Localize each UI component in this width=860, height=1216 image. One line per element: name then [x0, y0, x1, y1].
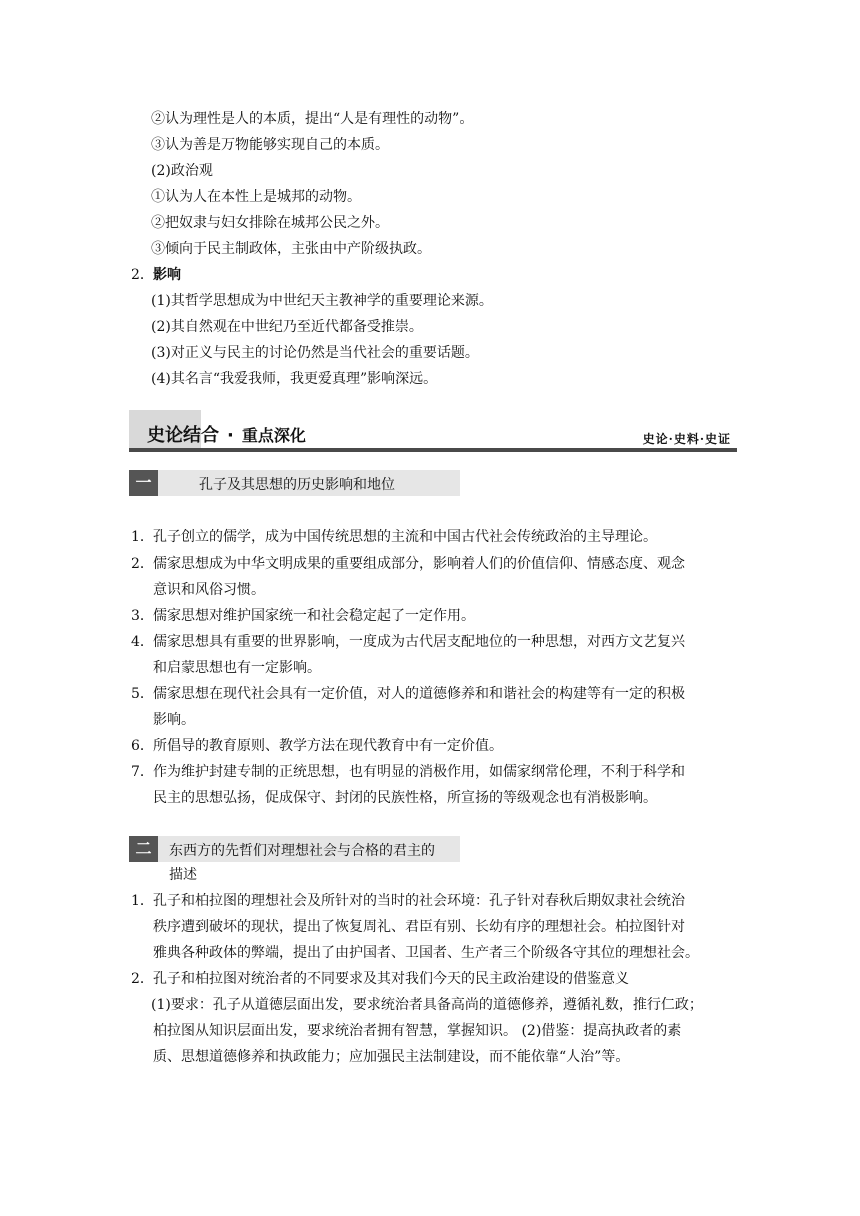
section-title: [147, 421, 306, 447]
text-line: (3)对正义与民主的讨论仍然是当代社会的重要话题。: [151, 345, 479, 361]
list-item-cont: 和启蒙思想也有一定影响。: [153, 660, 321, 676]
influence-title: 影响: [153, 267, 181, 283]
list-item: 2．孔子和柏拉图对统治者的不同要求及其对我们今天的民主政治建设的借鉴意义: [131, 971, 629, 987]
section-title-main: 史论结合: [147, 425, 219, 446]
text-line: ①认为人在本性上是城邦的动物。: [151, 189, 361, 205]
section-subtitle: 重点深化: [241, 426, 306, 445]
section-right-label: 史论·史料·史证: [642, 432, 731, 446]
list-item: 3．儒家思想对维护国家统一和社会稳定起了一定作用。: [131, 608, 475, 624]
text-line: ③认为善是万物能够实现自己的本质。: [151, 137, 389, 153]
text-line: ②把奴隶与妇女排除在城邦公民之外。: [151, 215, 389, 231]
list-item-cont: 雅典各种政体的弊端，提出了由护国者、卫国者、生产者三个阶级各守其位的理想社会。: [153, 945, 699, 961]
topic-title-cont: 描述: [169, 867, 197, 883]
list-item-cont: (1)要求：孔子从道德层面出发，要求统治者具备高尚的道德修养，遵循礼数，推行仁政；: [151, 997, 703, 1013]
list-item-cont: 柏拉图从知识层面出发，要求统治者拥有智慧，掌握知识。 (2)借鉴：提高执政者的素: [153, 1023, 682, 1039]
list-item-cont: 民主的思想弘扬，促成保守、封闭的民族性格，所宣扬的等级观念也有消极影响。: [153, 790, 657, 806]
list-item: 1．孔子创立的儒学，成为中国传统思想的主流和中国古代社会传统政治的主导理论。: [131, 529, 657, 545]
influence-heading: [131, 264, 181, 286]
list-item: 1．孔子和柏拉图的理想社会及所针对的当时的社会环境：孔子针对春秋后期奴隶社会统治: [131, 893, 685, 909]
topic-title: 孔子及其思想的历史影响和地位: [199, 477, 395, 493]
item-number: 2．: [131, 267, 154, 283]
text-line: ②认为理性是人的本质，提出“人是有理性的动物”。: [151, 111, 474, 127]
text-line: (2)其自然观在中世纪乃至近代都备受推崇。: [151, 319, 423, 335]
list-item: 5．儒家思想在现代社会具有一定价值，对人的道德修养和和谐社会的构建等有一定的积极: [131, 686, 685, 702]
section-header: [129, 410, 737, 452]
text-line: (1)其哲学思想成为中世纪天主教神学的重要理论来源。: [151, 293, 493, 309]
section-dot: ·: [227, 425, 234, 446]
text-line: ③倾向于民主制政体，主张由中产阶级执政。: [151, 241, 431, 257]
list-item-cont: 意识和风俗习惯。: [153, 582, 265, 598]
list-item-cont: 质、思想道德修养和执政能力；应加强民主法制建设，而不能依靠“人治”等。: [153, 1049, 630, 1065]
text-line: (4)其名言“我爱我师，我更爱真理”影响深远。: [151, 371, 438, 387]
section-rule: [129, 448, 737, 452]
topic-title: 东西方的先哲们对理想社会与合格的君主的: [169, 843, 435, 859]
topic-bar-1: [129, 470, 460, 496]
list-item-cont: 秩序遭到破坏的现状，提出了恢复周礼、君臣有别、长幼有序的理想社会。柏拉图针对: [153, 919, 685, 935]
list-item: 2．儒家思想成为中华文明成果的重要组成部分，影响着人们的价值信仰、情感态度、观念: [131, 556, 685, 572]
list-item: 7．作为维护封建专制的正统思想，也有明显的消极作用，如儒家纲常伦理，不利于科学和: [131, 764, 685, 780]
topic-bar-2: [129, 836, 460, 862]
text-line: (2)政治观: [151, 163, 213, 179]
list-item: 6．所倡导的教育原则、教学方法在现代教育中有一定价值。: [131, 738, 503, 754]
list-item-cont: 影响。: [153, 712, 195, 728]
list-item: 4．儒家思想具有重要的世界影响，一度成为古代居支配地位的一种思想，对西方文艺复兴: [131, 634, 685, 650]
topic-marker: 一: [129, 470, 158, 496]
topic-marker: 二: [129, 836, 158, 862]
